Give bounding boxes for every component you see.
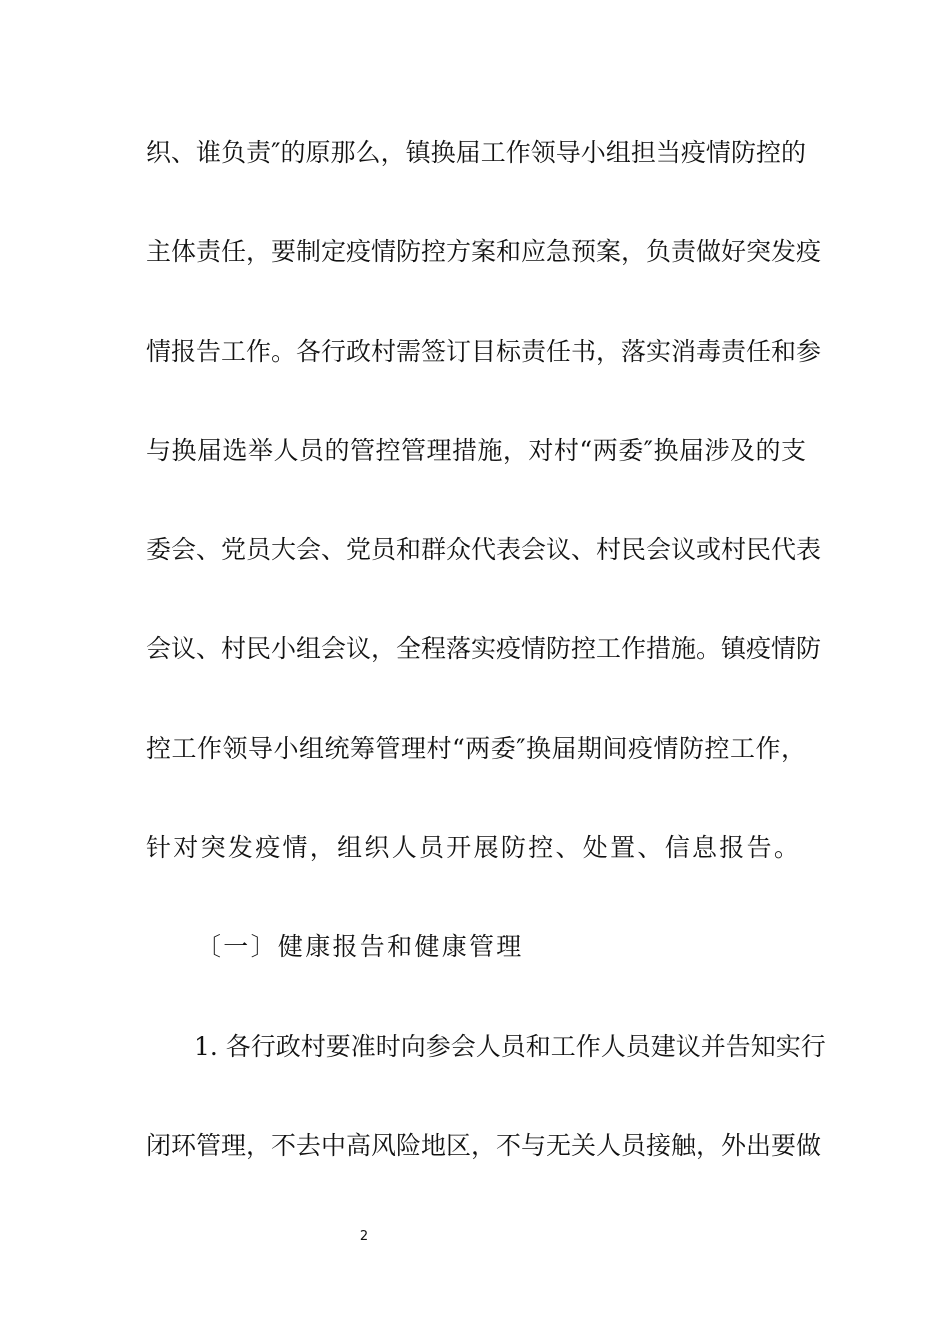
- body-text-line: 情报告工作。各行政村需签订目标责任书，落实消毒责任和参: [146, 337, 822, 366]
- body-text-line: 闭环管理，不去中高风险地区，不与无关人员接触，外出要做: [146, 1131, 822, 1160]
- body-text-line: 控工作领导小组统筹管理村“两委″换届期间疫情防控工作，: [146, 734, 806, 763]
- body-text-line: 主体责任，要制定疫情防控方案和应急预案，负责做好突发疫: [146, 237, 822, 266]
- body-text-line: 委会、党员大会、党员和群众代表会议、村民会议或村民代表: [146, 535, 822, 564]
- body-text-line: 与换届选举人员的管控管理措施，对村“两委″换届涉及的支: [146, 436, 806, 465]
- body-text-line: 会议、村民小组会议，全程落实疫情防控工作措施。镇疫情防: [146, 634, 822, 663]
- body-text-line: 针对突发疫情，组织人员开展防控、处置、信息报告。: [146, 833, 802, 862]
- page-number: 2: [359, 1229, 369, 1244]
- section-heading: 〔一〕健康报告和健康管理: [196, 932, 524, 961]
- list-item-text: 1. 各行政村要准时向参会人员和工作人员建议并告知实行: [194, 1032, 826, 1061]
- body-text-line: 织、谁负责″的原那么，镇换届工作领导小组担当疫情防控的: [146, 138, 806, 167]
